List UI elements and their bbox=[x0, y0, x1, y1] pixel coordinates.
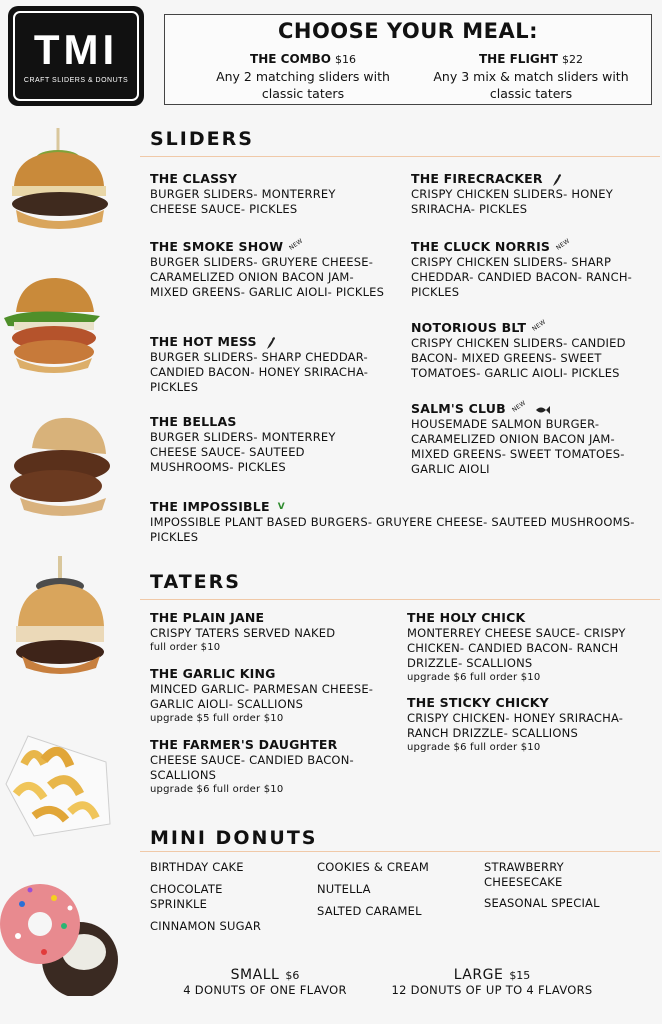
item-desc: IMPOSSIBLE PLANT BASED BURGERS- GRUYERE CHEESE- SAUTEED MUSHROOMS- PICKLES bbox=[150, 515, 635, 544]
spicy-pepper-icon bbox=[551, 173, 563, 187]
donut-flavors-col-1 bbox=[150, 860, 290, 934]
item-desc: CRISPY TATERS SERVED NAKED bbox=[150, 626, 336, 640]
item-name: THE GARLIC KING bbox=[150, 666, 276, 681]
item-the-bellas bbox=[150, 414, 380, 475]
meal-box bbox=[164, 14, 652, 105]
donut-flavor: SALTED CARAMEL bbox=[317, 904, 422, 918]
new-badge: NEW bbox=[555, 237, 572, 252]
taters-rule bbox=[140, 599, 660, 600]
logo-tagline: CRAFT SLIDERS & DONUTS bbox=[23, 76, 129, 84]
new-badge: NEW bbox=[288, 237, 305, 252]
combo-price: $16 bbox=[334, 53, 356, 66]
sliders-rule bbox=[140, 156, 660, 157]
donut-flavor: SEASONAL SPECIAL bbox=[484, 896, 600, 910]
donuts-photo bbox=[0, 874, 124, 996]
item-name: THE CLUCK NORRIS bbox=[411, 239, 551, 254]
item-name: THE FIRECRACKER bbox=[411, 171, 543, 186]
taters-heading: TATERS bbox=[150, 571, 241, 593]
donut-flavors-col-2 bbox=[317, 860, 467, 919]
item-desc: CRISPY CHICKEN SLIDERS- HONEY SRIRACHA- PICKLES bbox=[411, 187, 613, 216]
classy-slider-photo bbox=[6, 128, 110, 236]
item-name: THE PLAIN JANE bbox=[150, 610, 265, 625]
item-price: upgrade $6 full order $10 bbox=[407, 672, 541, 683]
item-price: upgrade $5 full order $10 bbox=[150, 713, 284, 724]
donut-flavor: COOKIES & CREAM bbox=[317, 860, 429, 874]
item-name: THE HOLY CHICK bbox=[407, 610, 526, 625]
size-name: LARGE bbox=[453, 967, 504, 983]
flight-name: THE FLIGHT bbox=[479, 52, 558, 66]
donut-flavor: BIRTHDAY CAKE bbox=[150, 860, 244, 874]
meal-flight bbox=[425, 50, 637, 102]
combo-desc: Any 2 matching sliders with classic taters bbox=[216, 69, 390, 101]
item-name: THE HOT MESS bbox=[150, 334, 257, 349]
size-price: $6 bbox=[285, 969, 300, 982]
vegetarian-mark: V bbox=[277, 502, 285, 512]
size-desc: 12 DONUTS OF UP TO 4 FLAVORS bbox=[391, 983, 593, 997]
item-salms-club bbox=[411, 399, 655, 477]
item-desc: CRISPY CHICKEN- HONEY SRIRACHA- RANCH DRIZZLE- SCALLIONS bbox=[407, 711, 624, 740]
item-desc: CRISPY CHICKEN SLIDERS- CANDIED BACON- MIXED GREENS- SWEET TOMATOES- GARLIC AIOLI- PICKLES bbox=[411, 336, 626, 380]
item-desc: BURGER SLIDERS- MONTERREY CHEESE SAUCE- SAUTEED MUSHROOMS- PICKLES bbox=[150, 430, 336, 474]
item-notorious-blt bbox=[411, 318, 651, 381]
item-desc: MONTERREY CHEESE SAUCE- CRISPY CHICKEN- CANDIED BACON- RANCH DRIZZLE- SCALLIONS bbox=[407, 626, 626, 670]
flight-price: $22 bbox=[562, 53, 583, 66]
item-name: NOTORIOUS BLT bbox=[411, 320, 527, 335]
item-name: THE BELLAS bbox=[150, 414, 237, 429]
item-name: THE CLASSY bbox=[150, 171, 238, 186]
sliders-heading: SLIDERS bbox=[150, 128, 254, 150]
item-price: upgrade $6 full order $10 bbox=[407, 742, 541, 753]
item-the-cluck-norris bbox=[411, 237, 647, 300]
logo-frame bbox=[13, 11, 139, 101]
fries-photo bbox=[4, 724, 112, 838]
size-price: $15 bbox=[509, 969, 531, 982]
item-desc: BURGER SLIDERS- GRUYERE CHEESE- CARAMELIZED ONION BACON JAM- MIXED GREENS- GARLIC AIOLI- PICKLES bbox=[150, 255, 385, 299]
item-the-smoke-show bbox=[150, 237, 390, 300]
meal-combo bbox=[203, 50, 403, 102]
item-desc: BURGER SLIDERS- MONTERREY CHEESE SAUCE- PICKLES bbox=[150, 187, 336, 216]
item-price: full order $10 bbox=[150, 642, 221, 653]
donut-flavors-col-3 bbox=[484, 860, 624, 911]
item-the-impossible bbox=[150, 499, 650, 545]
donuts-heading: MINI DONUTS bbox=[150, 827, 318, 849]
smoke-show-slider-photo bbox=[2, 272, 102, 376]
item-name: THE IMPOSSIBLE bbox=[150, 499, 270, 514]
item-name: THE STICKY CHICKY bbox=[407, 695, 549, 710]
spicy-pepper-icon bbox=[265, 336, 277, 350]
item-the-sticky-chicky bbox=[407, 695, 627, 755]
item-desc: CHEESE SAUCE- CANDIED BACON- SCALLIONS bbox=[150, 753, 354, 782]
item-desc: CRISPY CHICKEN SLIDERS- SHARP CHEDDAR- CANDIED BACON- RANCH- PICKLES bbox=[411, 255, 633, 299]
donut-flavor: CINNAMON SUGAR bbox=[150, 919, 262, 933]
donut-flavor: CHOCOLATE SPRINKLE bbox=[150, 882, 223, 911]
item-desc: MINCED GARLIC- PARMESAN CHEESE- GARLIC AIOLI- SCALLIONS bbox=[150, 682, 374, 711]
logo-mark: TMI bbox=[33, 25, 119, 73]
item-the-garlic-king bbox=[150, 666, 390, 726]
bellas-slider-photo bbox=[6, 414, 114, 522]
item-desc: HOUSEMADE SALMON BURGER- CARAMELIZED ONION BACON JAM- MIXED GREENS- SWEET TOMATOES- GARLIC AIOLI bbox=[411, 417, 625, 476]
item-the-classy bbox=[150, 171, 370, 217]
size-name: SMALL bbox=[230, 967, 280, 983]
logo bbox=[8, 6, 144, 106]
donut-flavor: STRAWBERRY CHEESECAKE bbox=[484, 860, 564, 889]
donut-size-small bbox=[160, 964, 370, 997]
donuts-rule bbox=[140, 851, 660, 852]
new-badge: NEW bbox=[531, 318, 548, 333]
item-the-holy-chick bbox=[407, 610, 647, 685]
item-name: THE SMOKE SHOW bbox=[150, 239, 284, 254]
taters-slider-photo bbox=[12, 556, 108, 680]
item-the-hot-mess bbox=[150, 334, 390, 395]
item-name: SALM'S CLUB bbox=[411, 401, 506, 416]
new-badge: NEW bbox=[510, 399, 528, 414]
item-name: THE FARMER'S DAUGHTER bbox=[150, 737, 338, 752]
flight-desc: Any 3 mix & match sliders with classic taters bbox=[433, 69, 629, 101]
item-price: upgrade $6 full order $10 bbox=[150, 784, 284, 795]
donut-flavor: NUTELLA bbox=[317, 882, 371, 896]
item-the-firecracker bbox=[411, 171, 651, 217]
item-the-plain-jane bbox=[150, 610, 390, 655]
fish-icon bbox=[535, 405, 551, 415]
combo-name: THE COMBO bbox=[250, 52, 331, 66]
item-desc: BURGER SLIDERS- SHARP CHEDDAR- CANDIED BACON- HONEY SRIRACHA- PICKLES bbox=[150, 350, 369, 394]
size-desc: 4 DONUTS OF ONE FLAVOR bbox=[183, 983, 347, 997]
donut-size-large bbox=[376, 964, 608, 997]
item-the-farmers-daughter bbox=[150, 737, 390, 797]
meal-title: CHOOSE YOUR MEAL: bbox=[277, 19, 539, 43]
